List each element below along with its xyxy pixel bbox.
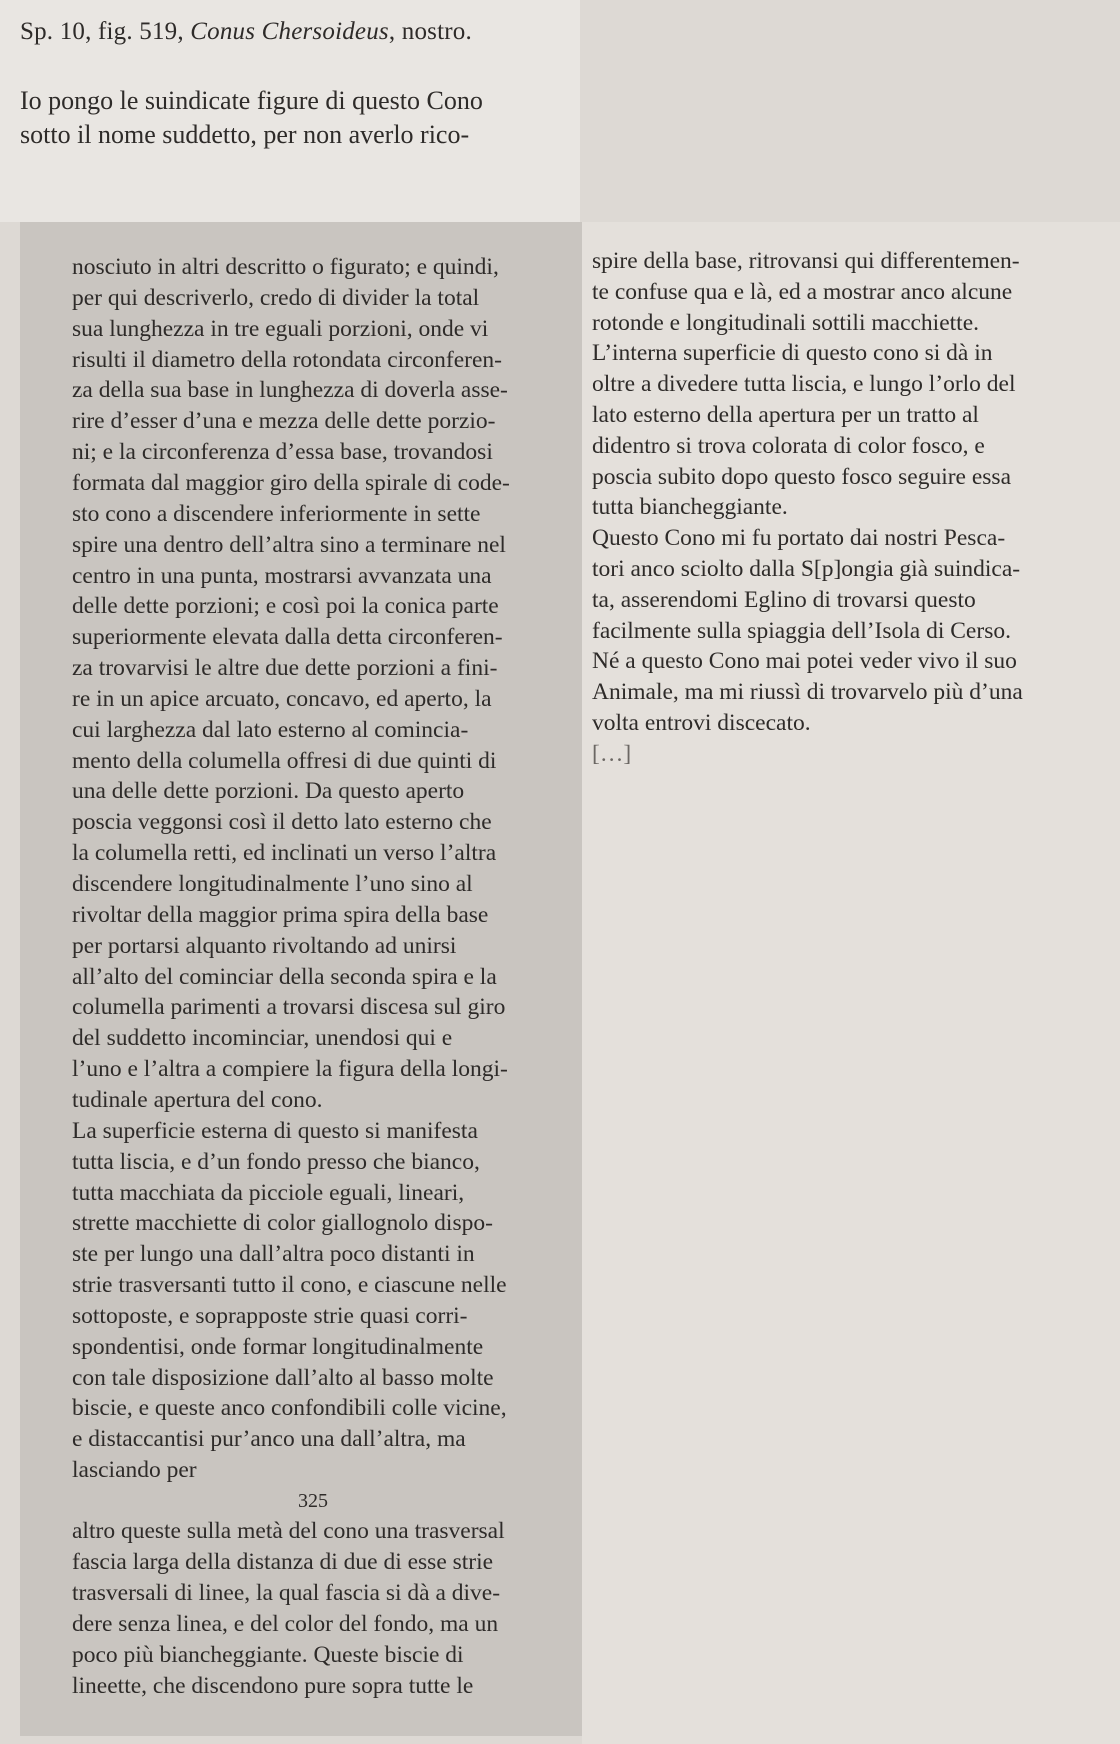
text-line: facilmente sulla spiaggia dell’Isola di Cerso. xyxy=(592,617,1011,644)
text-line: tutta liscia, e d’un fondo presso che bianco, xyxy=(72,1148,480,1175)
text-line: didentro si trova colorata di color fosco, e xyxy=(592,432,985,459)
text-line: tutta macchiata da picciole eguali, lineari, xyxy=(72,1179,465,1206)
text-line: poco più biancheggiante. Queste biscie di xyxy=(72,1642,464,1668)
text-line: sto cono a discendere inferiormente in sette xyxy=(72,500,481,527)
section-heading xyxy=(20,18,472,46)
text-line: dere senza linea, e del color del fondo, ma un xyxy=(72,1611,499,1637)
text-line: poscia subito dopo questo fosco seguire essa xyxy=(592,463,1012,490)
text-line: volta entrovi discecato. xyxy=(592,710,811,736)
text-line: nosciuto in altri descritto o figurato; e quindi, xyxy=(72,254,499,280)
intro-line: sotto il nome suddetto, per non averlo rico- xyxy=(20,120,470,149)
text-line: Animale, ma mi riussì di trovarvelo più d’una xyxy=(592,679,1023,706)
text-line: e distaccantisi pur’anco una dall’altra, ma xyxy=(72,1426,466,1453)
text-line: za della sua base in lunghezza di doverla asse- xyxy=(72,377,508,404)
text-line: altro queste sulla metà del cono una trasversal xyxy=(72,1518,505,1544)
text-line: biscie, e queste anco confondibili colle vicine, xyxy=(72,1395,507,1422)
text-line: una delle dette porzioni. Da questo aperto xyxy=(72,778,465,805)
intro-line: Io pongo le suindicate figure di questo Cono xyxy=(20,86,483,115)
text-line: all’alto del cominciar della seconda spira e la xyxy=(72,963,497,990)
text-line: formata dal maggior giro della spirale di code- xyxy=(72,469,510,496)
text-line: discendere longitudinalmente l’uno sino al xyxy=(72,871,473,897)
text-line: mento della columella offresi di due quinti di xyxy=(72,747,497,774)
heading-suffix: , nostro. xyxy=(388,18,472,45)
text-line: Questo Cono mi fu portato dai nostri Pesca- xyxy=(592,525,1006,552)
text-line: l’uno e l’altra a compiere la figura della longi- xyxy=(72,1056,508,1083)
text-line: con tale disposizione dall’alto al basso molte xyxy=(72,1364,494,1391)
text-line: strette macchiette di color giallognolo dispo- xyxy=(72,1210,493,1237)
text-line: tutta biancheggiante. xyxy=(592,494,788,521)
text-line: delle dette porzioni; e così poi la conica parte xyxy=(72,593,499,620)
page-number: 325 xyxy=(298,1490,328,1512)
text-line: lato esterno della apertura per un tratto al xyxy=(592,402,979,428)
text-line: ste per lungo una dall’altra poco distanti in xyxy=(72,1241,475,1268)
text-line: re in un apice arcuato, concavo, ed aperto, la xyxy=(72,685,492,712)
text-line: tori anco sciolto dalla S[p]ongia già suindica- xyxy=(592,556,1021,582)
text-line: […] xyxy=(592,740,632,767)
text-line: lineette, che discendono pure sopra tutte le xyxy=(72,1673,474,1699)
text-line: sottoposte, e soprapposte strie quasi corri- xyxy=(72,1302,468,1329)
text-line: per portarsi alquanto rivoltando ad unirsi xyxy=(72,932,457,959)
text-line: fascia larga della distanza di due di esse strie xyxy=(72,1549,494,1575)
text-line: te confuse qua e là, ed a mostrar anco alcune xyxy=(592,278,1013,305)
text-line: spire della base, ritrovansi qui differentemen- xyxy=(592,248,1020,274)
text-line: per qui descriverlo, credo di divider la total xyxy=(72,284,480,311)
text-line: ni; e la circonferenza d’essa base, trovandosi xyxy=(72,439,493,466)
text-line: sua lunghezza in tre eguali porzioni, onde vi xyxy=(72,315,489,342)
text-line: lasciando per xyxy=(72,1457,197,1484)
heading-prefix: Sp. 10, fig. 519, xyxy=(20,18,191,45)
text-line: ta, asserendomi Eglino di trovarsi questo xyxy=(592,586,976,613)
text-line: trasversali di linee, la qual fascia si dà a dive- xyxy=(72,1580,501,1606)
text-line: del suddetto incominciar, unendosi qui e xyxy=(72,1025,453,1052)
text-line: spondentisi, onde formar longitudinalmente xyxy=(72,1333,484,1360)
text-line: za trovarvisi le altre due dette porzioni a fini- xyxy=(72,655,498,682)
text-line: L’interna superficie di questo cono si dà in xyxy=(592,340,993,367)
text-line: poscia veggonsi così il detto lato esterno che xyxy=(72,809,492,836)
species-name: Conus Chersoideus xyxy=(190,18,389,45)
intro-paragraph xyxy=(20,84,540,152)
text-line: tudinale apertura del cono. xyxy=(72,1086,323,1113)
text-line: superiormente elevata dalla detta circonferen- xyxy=(72,624,503,651)
text-line: columella parimenti a trovarsi discesa sul giro xyxy=(72,994,506,1021)
text-line: la columella retti, ed inclinati un verso l’altra xyxy=(72,840,497,867)
text-line: risulti il diametro della rotondata circonferen- xyxy=(72,346,503,373)
text-line: rire d’esser d’una e mezza delle dette porzio- xyxy=(72,408,496,435)
text-line: oltre a divedere tutta liscia, e lungo l’orlo del xyxy=(592,371,1016,398)
text-line: Né a questo Cono mai potei veder vivo il suo xyxy=(592,648,1017,675)
text-line: spire una dentro dell’altra sino a terminare nel xyxy=(72,531,506,558)
text-line: La superficie esterna di questo si manifesta xyxy=(72,1117,478,1144)
text-line: rivoltar della maggior prima spira della base xyxy=(72,901,489,928)
text-line: centro in una punta, mostrarsi avvanzata una xyxy=(72,562,492,589)
text-line: rotonde e longitudinali sottili macchiette. xyxy=(592,309,980,336)
text-line: strie trasversanti tutto il cono, e ciascune nelle xyxy=(72,1272,507,1299)
text-line: cui larghezza dal lato esterno al comincia- xyxy=(72,716,469,743)
